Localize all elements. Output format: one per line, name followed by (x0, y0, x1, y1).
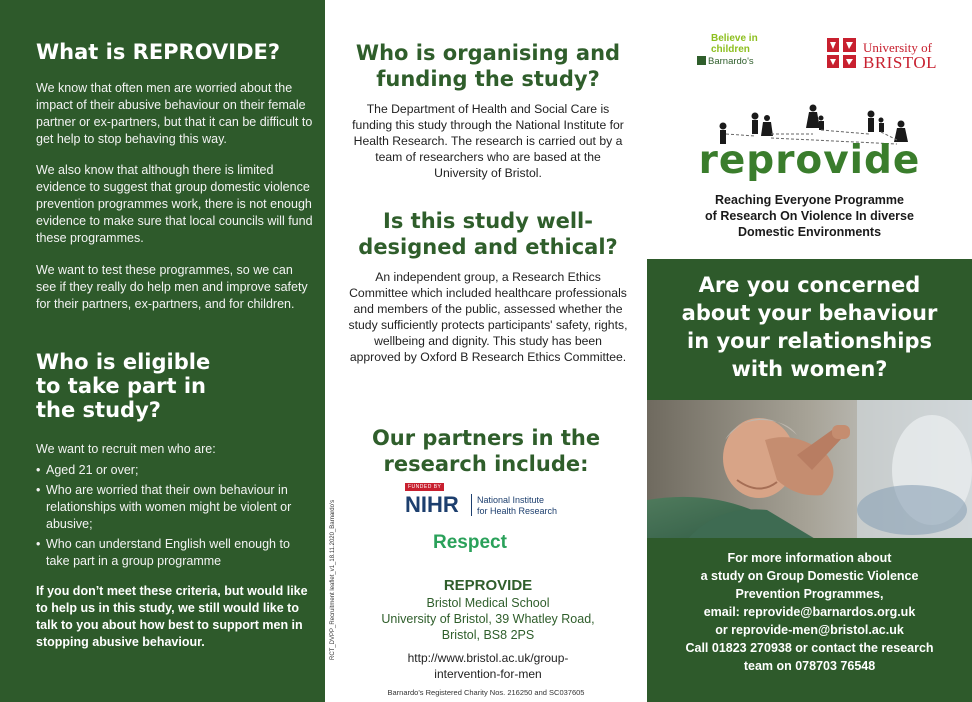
right-panel: Believe in children Barnardo's University of BRISTOL reprovide Reaching Everyone Programme of Research On Violence In diverse Domestic Environments Are you concerned about your behaviour in your relationships with women? For more information about a study on Group Domestic Violence Prevention Programmes, email: reprovide@barnardos.org.uk or reprovide-men@bristol.ac.uk Call 01823 270938 or contact the research team on 078703 76548 (647, 0, 972, 702)
question-banner: Are you concerned about your behaviour in your relationships with women? (647, 259, 972, 400)
list-item: • Who can understand English well enough to take part in a group programme (36, 536, 316, 570)
left-panel (0, 0, 325, 702)
contact-block: REPROVIDE Bristol Medical School University of Bristol, 39 Whatley Road, Bristol, BS8 2PS (347, 577, 629, 643)
contact-title: REPROVIDE (443, 577, 533, 594)
email-link-alt[interactable]: or reprovide-men@bristol.ac.uk (715, 623, 904, 637)
closing-text: If you don’t meet these criteria, but would like to help us in this study, we still would like to talk to you about how best to support men in stopping abusive behaviour. (36, 584, 308, 649)
ethical-body: An independent group, a Research Ethics Committee which included healthcare professionals and members of the public, assessed whether the study sufficiently protects participants' safety, rights, wellbeing and dignity. This study has been approved by Oxford B Research Ethics Committee. (348, 270, 628, 364)
eligible-intro: We want to recruit men who are: (36, 442, 216, 456)
reprovide-logo: reprovide (698, 138, 921, 183)
organising-title: Who is organising and funding the study? (355, 41, 621, 91)
list-item: • Aged 21 or over; (36, 462, 316, 479)
document-code: RCT_DVPP_Recruitment leaflet_v1_18.11.2020_Barnardo's (330, 499, 336, 660)
email-link[interactable]: email: reprovide@barnardos.org.uk (703, 605, 916, 619)
what-title: What is REPROVIDE? (36, 40, 281, 64)
ethical-title: Is this study well-designed and ethical? (358, 209, 618, 259)
eligible-title: Who is eligible to take part in the study? (36, 350, 211, 422)
middle-panel (325, 0, 647, 702)
organising-body: The Department of Health and Social Care is funding this study through the National Institute for Health Research. The research is carried out by a team of researchers who are based at the University of Bristol. (352, 102, 624, 180)
reprovide-tagline: Reaching Everyone Programme of Research On Violence In diverse Domestic Environments (705, 193, 914, 239)
barnardos-logo: Believe in children Barnardo's (697, 33, 758, 68)
what-paragraph-2: We also know that although there is limited evidence to suggest that group domestic violence prevention programmes work, there is not enough evidence to make sure that local councils will fund these programmes. (36, 163, 313, 245)
bristol-crest-icon (825, 36, 858, 70)
list-item: • Who are worried that their own behaviour in relationships with women might be violent or abusive; (36, 482, 316, 533)
study-url[interactable]: http://www.bristol.ac.uk/group- intervention-for-men (407, 651, 569, 681)
eligible-list (36, 462, 316, 573)
what-paragraph-3: We want to test these programmes, so we can see if they really do help men and improve safety for their partners, ex-partners, and for children. (36, 263, 308, 311)
phone-number[interactable]: Call 01823 270938 or contact the research (685, 641, 934, 655)
partners-title: Our partners in the research include: (371, 426, 601, 476)
concerned-man-photo (647, 400, 972, 540)
respect-logo: Respect (433, 532, 507, 553)
nihr-logo: FUNDED BY NIHR National Institute for Health Research (405, 484, 558, 517)
charity-number: Barnardo's Registered Charity Nos. 216250 and SC037605 (387, 688, 585, 697)
what-paragraph-1: We know that often men are worried about the impact of their abusive behaviour on their female partner or ex-partners, but that it can be difficult to get help to stop behaving this way. (36, 81, 313, 146)
contact-info-box: For more information about a study on Group Domestic Violence Prevention Programmes, email: reprovide@barnardos.org.uk or reprovide-men@bristol.ac.uk Call 01823 270938 or contact the research team on 078703 76548 (647, 538, 972, 702)
barnardos-icon (697, 56, 706, 65)
